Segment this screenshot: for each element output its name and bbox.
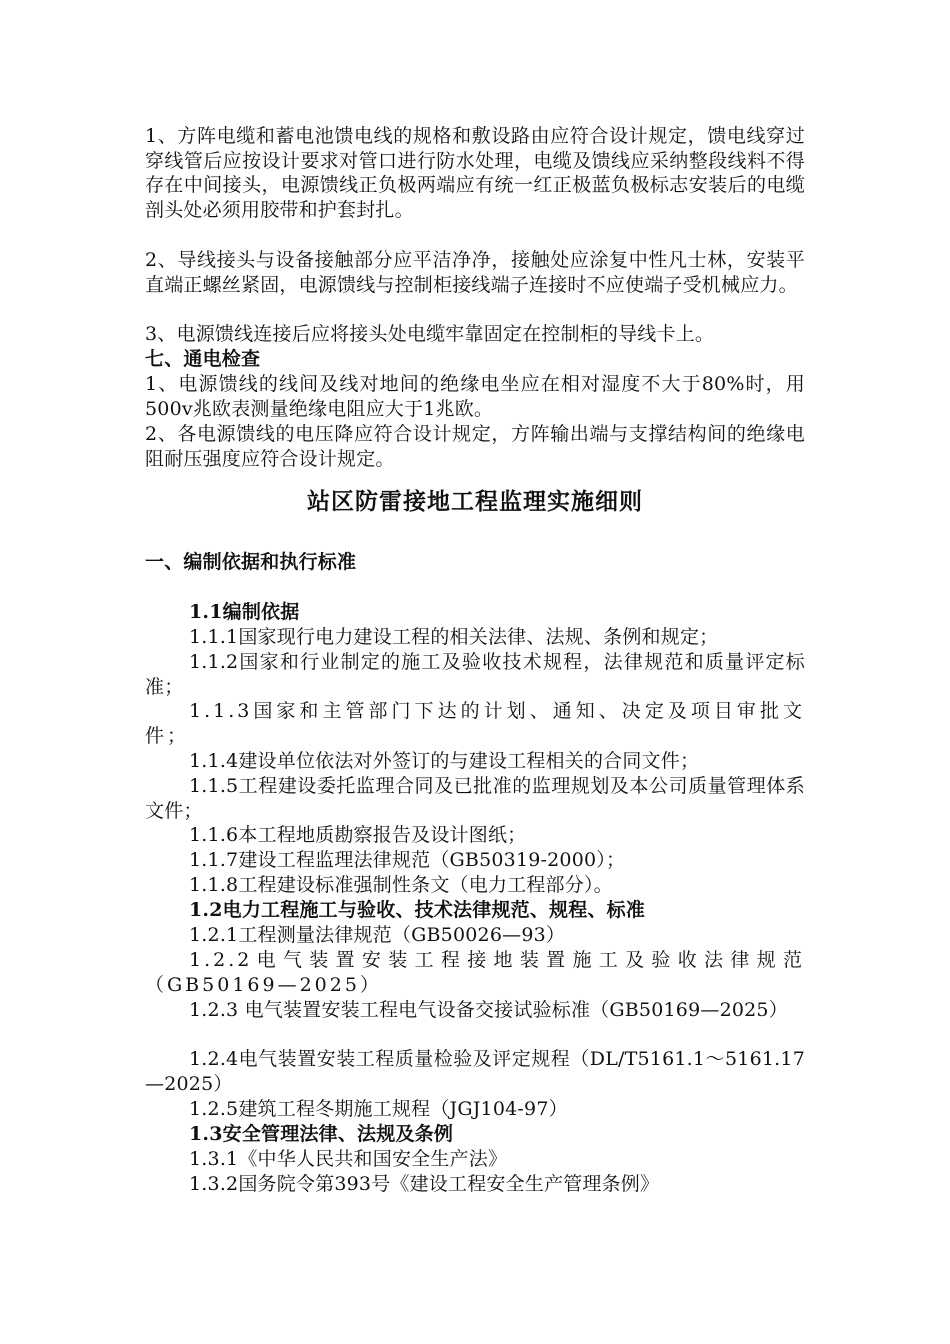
section-heading: 一、编制依据和执行标准 [145,551,357,573]
subheading-standards: 1.2电力工程施工与验收、技术法律规范、规程、标准 [189,899,646,921]
paragraph-feeder-fix: 3、电源馈线连接后应将接头处电缆牢靠固定在控制柜的导线卡上。 [145,323,715,345]
paragraph-voltage-drop: 2、各电源馈线的电压降应符合设计规定，方阵输出端与支撑结构间的绝缘电阻耐压强度应符合设计规定。 [145,423,805,470]
paragraph-insulation: 1、电源馈线的线间及线对地间的绝缘电坐应在相对湿度不大于80%时，用500v兆欧表测量绝缘电阻应大于1兆欧。 [145,373,805,420]
list-item: 1.1.3国家和主管部门下达的计划、通知、决定及项目审批文件； [145,700,805,747]
list-item: 1.1.5工程建设委托监理合同及已批准的监理规划及本公司质量管理体系文件； [145,775,805,822]
list-item: 1.2.3 电气装置安装工程电气设备交接试验标准（GB50169—2025） [189,999,788,1021]
list-item: 1.2.1工程测量法律规范（GB50026—93） [189,924,566,946]
list-item: 1.2.2电气装置安装工程接地装置施工及验收法律规范（GB50169—2025） [145,949,805,996]
paragraph-wire-joint: 2、导线接头与设备接触部分应平洁净净，接触处应涂复中性凡士林，安装平直端正螺丝紧固，电源馈线与控制柜接线端子连接时不应使端子受机械应力。 [145,249,805,296]
subheading-basis: 1.1编制依据 [189,601,300,623]
list-item: 1.3.2国务院令第393号《建设工程安全生产管理条例》 [189,1173,660,1195]
list-item: 1.2.5建筑工程冬期施工规程（JGJ104-97） [189,1098,568,1120]
subheading-safety: 1.3安全管理法律、法规及条例 [189,1123,454,1145]
list-item: 1.1.4建设单位依法对外签订的与建设工程相关的合同文件； [189,750,700,772]
list-item: 1.1.7建设工程监理法律规范（GB50319-2000）； [189,849,626,871]
list-item: 1.1.6本工程地质勘察报告及设计图纸； [189,824,527,846]
list-item: 1.2.4电气装置安装工程质量检验及评定规程（DL/T5161.1～5161.17—2025） [145,1048,805,1095]
list-item: 1.1.2国家和行业制定的施工及验收技术规程，法律规范和质量评定标准； [145,651,805,698]
list-item: 1.3.1《中华人民共和国安全生产法》 [189,1148,508,1170]
heading-power-check: 七、通电检查 [145,348,261,370]
paragraph-cable-spec: 1、方阵电缆和蓄电池馈电线的规格和敷设路由应符合设计规定，馈电线穿过穿线管后应按设计要求对管口进行防水处理，电缆及馈线应采纳整段线料不得存在中间接头，电源馈线正负极两端应有统一红正极蓝负极标志安装后的电缆剖头处必须用胶带和护套封扎。 [145,125,805,221]
list-item: 1.1.8工程建设标准强制性条文（电力工程部分）。 [189,874,613,896]
document-title: 站区防雷接地工程监理实施细则 [307,488,643,515]
list-item: 1.1.1国家现行电力建设工程的相关法律、法规、条例和规定； [189,626,719,648]
